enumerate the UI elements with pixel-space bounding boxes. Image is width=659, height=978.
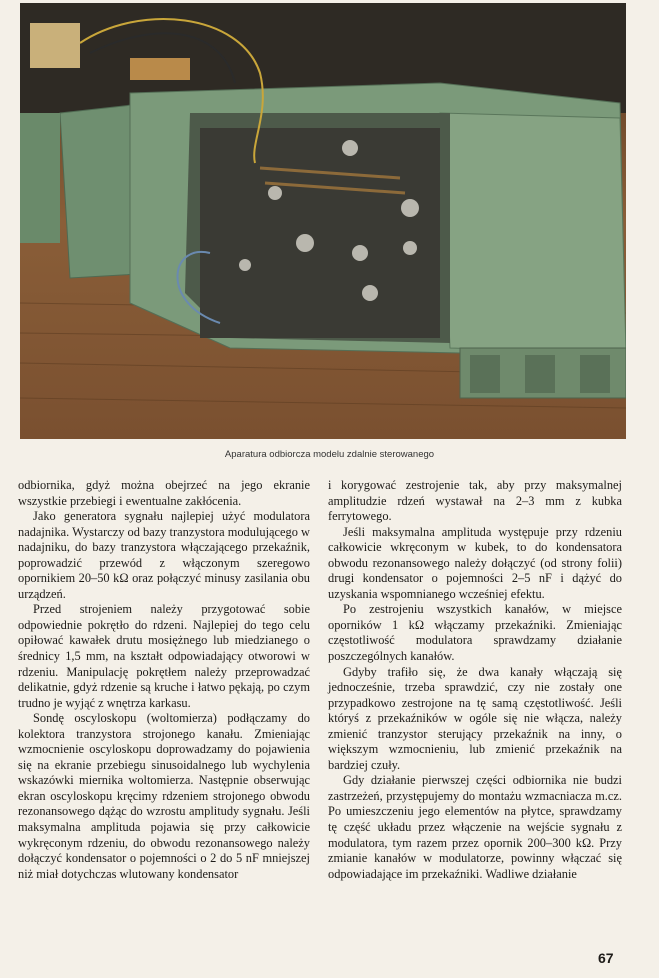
paragraph: Gdyby trafiło się, że dwa kanały włączają się jednocześnie, trzeba sprawdzić, czy nie zostały one przypadkowo zestrojone na tę samą częstotliwość. Jeśli któryś z przekaźników w ogóle się nie włącza, należy zmienić tranzystor sterujący przekaźnik na inny, o większym wzmocnieniu, lub zmienić przekaźnik na bardziej czuły.: [328, 664, 622, 772]
page-number: 67: [598, 950, 614, 966]
paragraph: Gdy działanie pierwszej części odbiornika nie budzi zastrzeżeń, przystępujemy do montażu wzmacniacza m.cz. Po umieszczeniu jego elementów na płytce, sprawdzamy tę część układu przez włączenie na wejście sygnału z modulatora, tym razem przez opornik 200–300 kΩ. Przy zmianie kanałów w modulatorze, powinny włączać się odpowiadające im przekaźniki. Wadliwe działanie: [328, 773, 622, 881]
photo-caption: Aparatura odbiorcza modelu zdalnie sterowanego: [224, 449, 435, 460]
text-column-left: [18, 478, 310, 882]
paragraph: odbiornika, gdyż można obejrzeć na jego ekranie wszystkie przebiegi i ewentualne zakłócenia.: [18, 478, 310, 508]
text-column-right: [328, 478, 622, 882]
paragraph: Sondę oscyloskopu (woltomierza) podłączamy do kolektora tranzystora strojonego kanału. Zmieniając wzmocnienie oscyloskopu doprowadzamy do pojawienia się na ekranie przebiegu sinusoidalnego lub wychylenia wskazówki miernika woltomierza. Następnie obserwując ekran oscyloskopu kręcimy rdzeniem strojonego obwodu rezonansowego dążąc do wzrostu amplitudy sygnału. Jeśli maksymalna amplituda pojawia się przy całkowicie wykręconym rdzeniu, do obwodu rezonansowego należy dołączyć kondensator o pojemności o 2 do 5 nF mniejszej niż miał dotychczas wlutowany kondensator: [18, 711, 310, 881]
photo: [20, 3, 626, 439]
receiver-photo-image: [20, 3, 626, 439]
paragraph: Po zestrojeniu wszystkich kanałów, w miejsce oporników 1 kΩ włączamy przekaźniki. Zmieniając częstotliwość modulatora sprawdzamy działanie poszczególnych kanałów.: [328, 602, 622, 664]
paragraph: Jako generatora sygnału najlepiej użyć modulatora nadajnika. Wystarczy od bazy tranzystora modulującego w nadajniku, do bazy tranzystora włączającego przekaźnik, poprowadzić przewód z włączonym szeregowo opornikiem 20–50 kΩ oraz połączyć minusy zasilania obu urządzeń.: [18, 509, 310, 601]
paragraph: i korygować zestrojenie tak, aby przy maksymalnej amplitudzie rdzeń wystawał na 2–3 mm z kubka ferrytowego.: [328, 478, 622, 524]
paragraph: Jeśli maksymalna amplituda występuje przy rdzeniu całkowicie wkręconym w kubek, to do kondensatora obwodu rezonansowego należy dołączyć (od strony folii) drugi kondensator o pojemności 2–5 nF i dążyć do uzyskania wspomnianego wcześniej efektu.: [328, 524, 622, 601]
paragraph: Przed strojeniem należy przygotować sobie odpowiednie pokrętło do rdzeni. Najlepiej do tego celu opiłować kawałek drutu mosiężnego lub miedzianego o średnicy 1,5 mm, na kształt odpowiadający otworowi w rdzeniu. Manipulację pokrętłem należy przeprowadzać delikatnie, gdyż rdzenie są kruche i łatwo pękają, po czym trudno je wyjąć z wnętrza karkasu.: [18, 602, 310, 710]
